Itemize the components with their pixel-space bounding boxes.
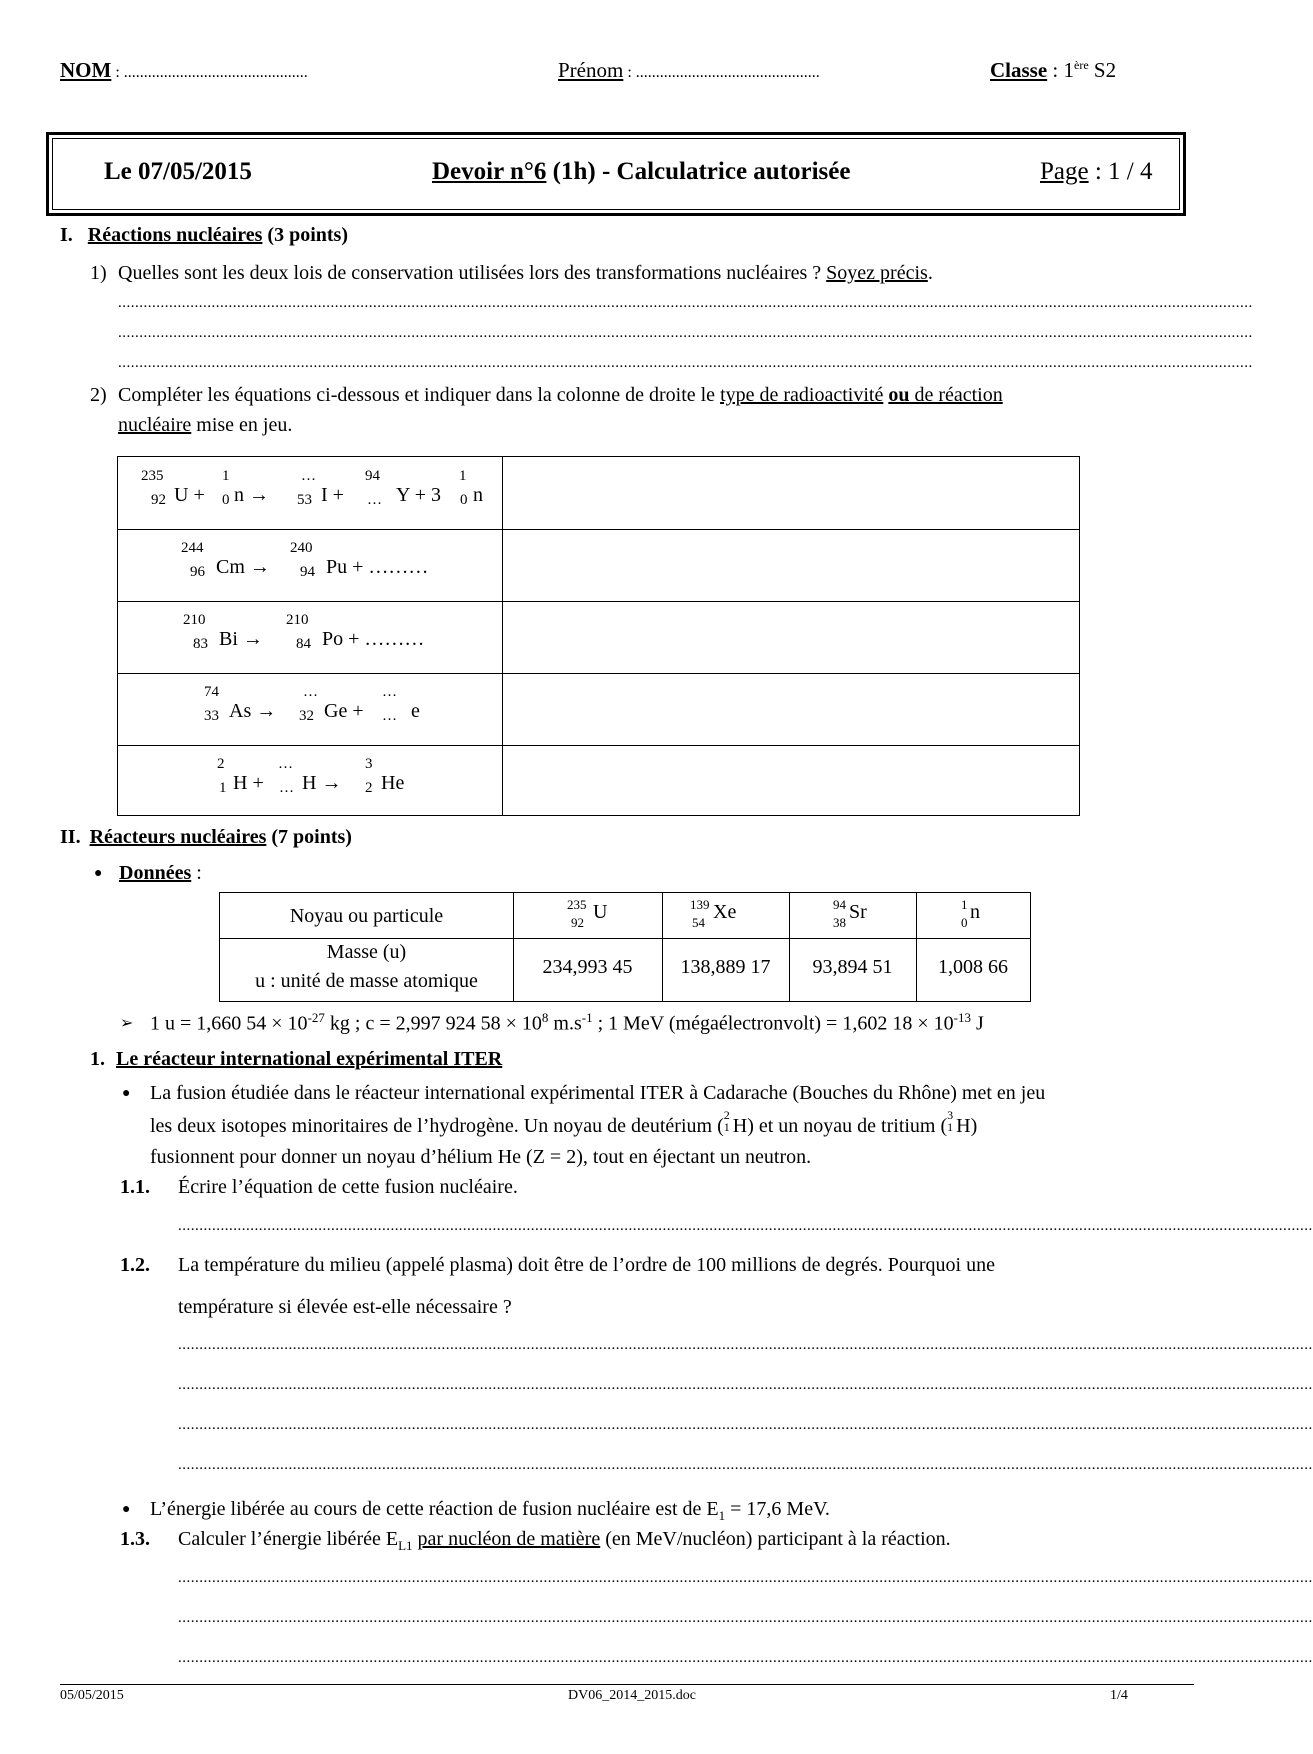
q2-emph2: de réaction: [909, 384, 1003, 406]
title-date: Le 07/05/2015: [104, 158, 252, 185]
eq4-as-symbol: As →: [229, 700, 277, 722]
eq1-n1-charge: 0: [222, 492, 230, 508]
q1-text: [118, 262, 933, 285]
eq1-y-mass: 94: [365, 468, 380, 484]
xe139-charge: 54: [692, 915, 705, 930]
intro-l2a: les deux isotopes minoritaires de l’hydrogène. Un noyau de deutérium (: [150, 1115, 724, 1137]
eq1-n1-mass: 1: [222, 468, 230, 484]
table-row-label-2: u : unité de masse atomique: [255, 970, 478, 992]
q2-line2-emph: nucléaire: [118, 414, 192, 436]
data-table: [219, 892, 1031, 1002]
footer-page: 1/4: [1110, 1688, 1128, 1703]
const-b: kg ; c = 2,997 924 58 × 10: [324, 1012, 542, 1035]
table-cell-mass-sr94: 93,894 51: [812, 956, 893, 978]
intro-line-1: La fusion étudiée dans le réacteur international expérimental ITER à Cadarache (Bouches du Rhône) met en jeu: [150, 1082, 1046, 1104]
table-header-label: Noyau ou particule: [289, 905, 444, 927]
q2-text-line1: [118, 384, 1003, 407]
title-devoir: [432, 158, 850, 186]
classe-value: : 1: [1047, 58, 1075, 82]
answer-line[interactable]: ...........................................................................................................................................................................................................................................................................: [118, 325, 1253, 341]
energy-sub: 1: [718, 1508, 726, 1523]
sr94-charge: 38: [833, 915, 846, 930]
deuterium-charge: 1: [723, 1120, 730, 1134]
q1-emphasis: Soyez précis: [826, 262, 928, 284]
donnees-label: Données: [119, 862, 192, 884]
classe-field: [990, 58, 1116, 83]
table-row-divider: [220, 938, 1030, 939]
eq2-pu-charge: 94: [300, 564, 315, 580]
donnees-colon: :: [191, 862, 202, 884]
q11-number: 1.1.: [120, 1176, 150, 1198]
table-cell-mass-n: 1,008 66: [938, 956, 1008, 978]
table-header-neutron: [916, 893, 1030, 938]
intro-l2b: H) et un noyau de tritium (: [732, 1115, 948, 1137]
eq3-po-charge: 84: [296, 636, 311, 652]
eq3-po-symbol: Po + ………: [322, 628, 425, 650]
q13-emph: par nucléon de matière: [417, 1528, 601, 1550]
answer-line[interactable]: ...........................................................................................................................................................................................................................................................................: [178, 1570, 1313, 1586]
footer-divider: [60, 1684, 1194, 1685]
footer-date: 05/05/2015: [60, 1688, 124, 1703]
answer-line[interactable]: ...........................................................................................................................................................................................................................................................................: [178, 1650, 1313, 1666]
q13-sub: L1: [398, 1538, 413, 1553]
eq4-e-charge: …: [382, 708, 397, 724]
arrow-bullet-icon: ➢: [120, 1015, 134, 1032]
eq1-i-mass: …: [301, 468, 316, 484]
const-c-exp: -1: [581, 1010, 593, 1025]
nom-label: NOM: [60, 58, 112, 82]
eq5-he-symbol: He: [381, 772, 405, 794]
eq5-he-mass: 3: [365, 756, 373, 772]
eq1-y-symbol: Y + 3: [396, 484, 441, 506]
section2-heading: [60, 826, 352, 849]
donnees-label-row: [119, 862, 202, 885]
q2-line2-rest: mise en jeu.: [191, 414, 293, 436]
title-page-value: : 1 / 4: [1088, 158, 1153, 185]
answer-line[interactable]: ...........................................................................................................................................................................................................................................................................: [178, 1610, 1313, 1626]
bullet-icon: ●: [122, 1502, 131, 1517]
table-row-label-1: Masse (u): [326, 941, 407, 963]
eq2-cm-symbol: Cm →: [216, 556, 270, 578]
xe139-mass: 139: [690, 897, 710, 912]
energy-a: L’énergie libérée au cours de cette réaction de fusion nucléaire est de E: [150, 1498, 719, 1520]
eq1-i-charge: 53: [297, 492, 312, 508]
u235-mass: 235: [567, 897, 587, 912]
part1-number: 1.: [90, 1048, 105, 1070]
u235-symbol: U: [593, 901, 608, 923]
title-page: [1040, 158, 1153, 186]
table-cell-mass-xe139: 138,889 17: [680, 956, 771, 978]
eq2-pu-symbol: Pu + ………: [326, 556, 429, 578]
q13-b: (en MeV/nucléon) participant à la réaction.: [600, 1528, 951, 1550]
eq3-bi-charge: 83: [193, 636, 208, 652]
const-d-exp: -13: [953, 1010, 971, 1025]
q13-number: 1.3.: [120, 1528, 150, 1550]
xe139-symbol: Xe: [713, 901, 737, 923]
eq2-cm-charge: 96: [190, 564, 205, 580]
q1-text-main: Quelles sont les deux lois de conservation utilisées lors des transformations nucléaires ?: [118, 262, 827, 284]
table-column-divider: [502, 457, 503, 815]
answer-line[interactable]: ...........................................................................................................................................................................................................................................................................: [178, 1337, 1313, 1353]
eq5-h2-mass: 2: [217, 756, 225, 772]
q1-number: 1): [90, 262, 107, 284]
intro-line-3: fusionnent pour donner un noyau d’hélium He (Z = 2), tout en éjectant un neutron.: [150, 1146, 812, 1168]
q13-a: Calculer l’énergie libérée E: [178, 1528, 399, 1550]
answer-line[interactable]: ...........................................................................................................................................................................................................................................................................: [118, 355, 1253, 371]
nom-dots: : ..............................................: [111, 64, 308, 81]
section1-heading: [60, 224, 348, 247]
q12-number: 1.2.: [120, 1254, 150, 1276]
answer-cell-eq1[interactable]: [504, 457, 1079, 529]
eq5-h2-charge: 1: [219, 780, 227, 796]
table-header-uranium: [513, 893, 662, 938]
prenom-field: [558, 58, 820, 83]
eq3-bi-symbol: Bi →: [219, 628, 263, 650]
eq4-ge-symbol: Ge +: [324, 700, 364, 722]
const-c: m.s: [548, 1012, 582, 1035]
answer-cell-eq5[interactable]: [504, 746, 1079, 816]
tritium-notation: [947, 1108, 956, 1134]
eq1-n1-symbol: n →: [234, 484, 269, 506]
const-d: ; 1 MeV (mégaélectronvolt) = 1,602 18 × 10: [592, 1012, 954, 1035]
eq1-n2-symbol: n: [473, 484, 483, 506]
answer-cell-eq4[interactable]: [504, 674, 1079, 745]
const-b-exp: 8: [541, 1010, 549, 1025]
eq2-cm-mass: 244: [181, 540, 204, 556]
eq3-bi-mass: 210: [183, 612, 206, 628]
energy-statement: [150, 1498, 830, 1524]
q1-end: .: [927, 262, 933, 284]
bullet-icon: ●: [122, 1086, 131, 1101]
title-devoir-number: Devoir n°6: [432, 158, 547, 185]
title-devoir-rest: (1h) - Calculatrice autorisée: [546, 158, 851, 185]
eq1-u-charge: 92: [151, 492, 166, 508]
eq4-as-charge: 33: [204, 708, 219, 724]
eq1-u-mass: 235: [141, 468, 164, 484]
u235-charge: 92: [571, 915, 584, 930]
q12-line-2: température si élevée est-elle nécessaire ?: [178, 1296, 512, 1318]
intro-line-2: [150, 1108, 978, 1138]
eq5-h-mass: …: [278, 756, 293, 772]
title-page-label: Page: [1040, 158, 1089, 185]
answer-line[interactable]: ...........................................................................................................................................................................................................................................................................: [178, 1218, 1313, 1234]
footer-filename: DV06_2014_2015.doc: [568, 1688, 696, 1703]
q11-text: Écrire l’équation de cette fusion nucléaire.: [178, 1176, 518, 1198]
sr94-mass: 94: [833, 897, 846, 912]
deuterium-mass: 2: [723, 1108, 730, 1122]
prenom-label: Prénom: [558, 58, 624, 82]
answer-cell-eq2[interactable]: [504, 530, 1079, 601]
const-e: J: [970, 1012, 984, 1035]
answer-line[interactable]: ...........................................................................................................................................................................................................................................................................: [178, 1377, 1313, 1393]
eq1-u-symbol: U +: [174, 484, 205, 506]
n-mass: 1: [961, 897, 968, 912]
eq1-n2-charge: 0: [460, 492, 468, 508]
eq3-po-mass: 210: [286, 612, 309, 628]
intro-l2c: H): [956, 1115, 978, 1137]
const-a-exp: -27: [307, 1010, 325, 1025]
q2-text-line2: [118, 414, 292, 437]
eq1-y-charge: …: [367, 492, 382, 508]
eq1-i-symbol: I +: [321, 484, 344, 506]
eq4-e-symbol: e: [411, 700, 420, 722]
section1-points: (3 points): [262, 224, 348, 246]
deuterium-notation: [723, 1108, 733, 1134]
section2-title: Réacteurs nucléaires: [89, 826, 267, 848]
classe-label: Classe: [990, 58, 1048, 82]
bullet-icon: ●: [94, 866, 103, 881]
section2-number: II.: [60, 826, 81, 848]
section2-points: (7 points): [266, 826, 352, 848]
prenom-dots: : ..............................................: [623, 64, 820, 81]
tritium-mass: 3: [947, 1108, 954, 1122]
n-symbol: n: [970, 901, 980, 923]
tritium-charge: 1: [947, 1120, 954, 1134]
q12-line-1: La température du milieu (appelé plasma) doit être de l’ordre de 100 millions de degrés. Pourquoi une: [178, 1254, 995, 1276]
classe-suffix: S2: [1088, 58, 1117, 82]
constants-line: [150, 1010, 984, 1036]
eq4-ge-mass: …: [303, 684, 318, 700]
eq2-pu-mass: 240: [290, 540, 313, 556]
part1-title: Le réacteur international expérimental ITER: [116, 1048, 503, 1070]
eq4-e-mass: …: [382, 684, 397, 700]
answer-cell-eq3[interactable]: [504, 602, 1079, 673]
section1-number: I.: [60, 224, 73, 246]
eq1-n2-mass: 1: [459, 468, 467, 484]
eq5-h-charge: …: [279, 780, 294, 796]
sr94-symbol: Sr: [849, 901, 867, 923]
answer-line[interactable]: ...........................................................................................................................................................................................................................................................................: [118, 295, 1253, 311]
n-charge: 0: [961, 915, 968, 930]
q2-or: ou: [888, 384, 910, 406]
energy-b: = 17,6 MeV.: [725, 1498, 830, 1520]
const-a: 1 u = 1,660 54 × 10: [150, 1012, 308, 1035]
eq4-as-mass: 74: [204, 684, 219, 700]
eq5-h-symbol: H →: [302, 772, 342, 794]
q2-emph1: type de radioactivité: [720, 384, 884, 406]
q2-number: 2): [90, 384, 107, 406]
answer-line[interactable]: ...........................................................................................................................................................................................................................................................................: [178, 1417, 1313, 1433]
part1-heading: [90, 1048, 502, 1071]
q13-text: [178, 1528, 951, 1554]
q2-text-a: Compléter les équations ci-dessous et indiquer dans la colonne de droite le: [118, 384, 721, 406]
section1-title: Réactions nucléaires: [87, 224, 263, 246]
nom-field: [60, 58, 308, 83]
eq4-ge-charge: 32: [299, 708, 314, 724]
eq5-h2-symbol: H +: [233, 772, 264, 794]
table-header-strontium: [789, 893, 916, 938]
answer-line[interactable]: ...........................................................................................................................................................................................................................................................................: [178, 1457, 1313, 1473]
classe-sup: ère: [1074, 58, 1089, 72]
table-cell-mass-u235: 234,993 45: [542, 956, 633, 978]
eq5-he-charge: 2: [365, 780, 373, 796]
table-header-xenon: [662, 893, 789, 938]
